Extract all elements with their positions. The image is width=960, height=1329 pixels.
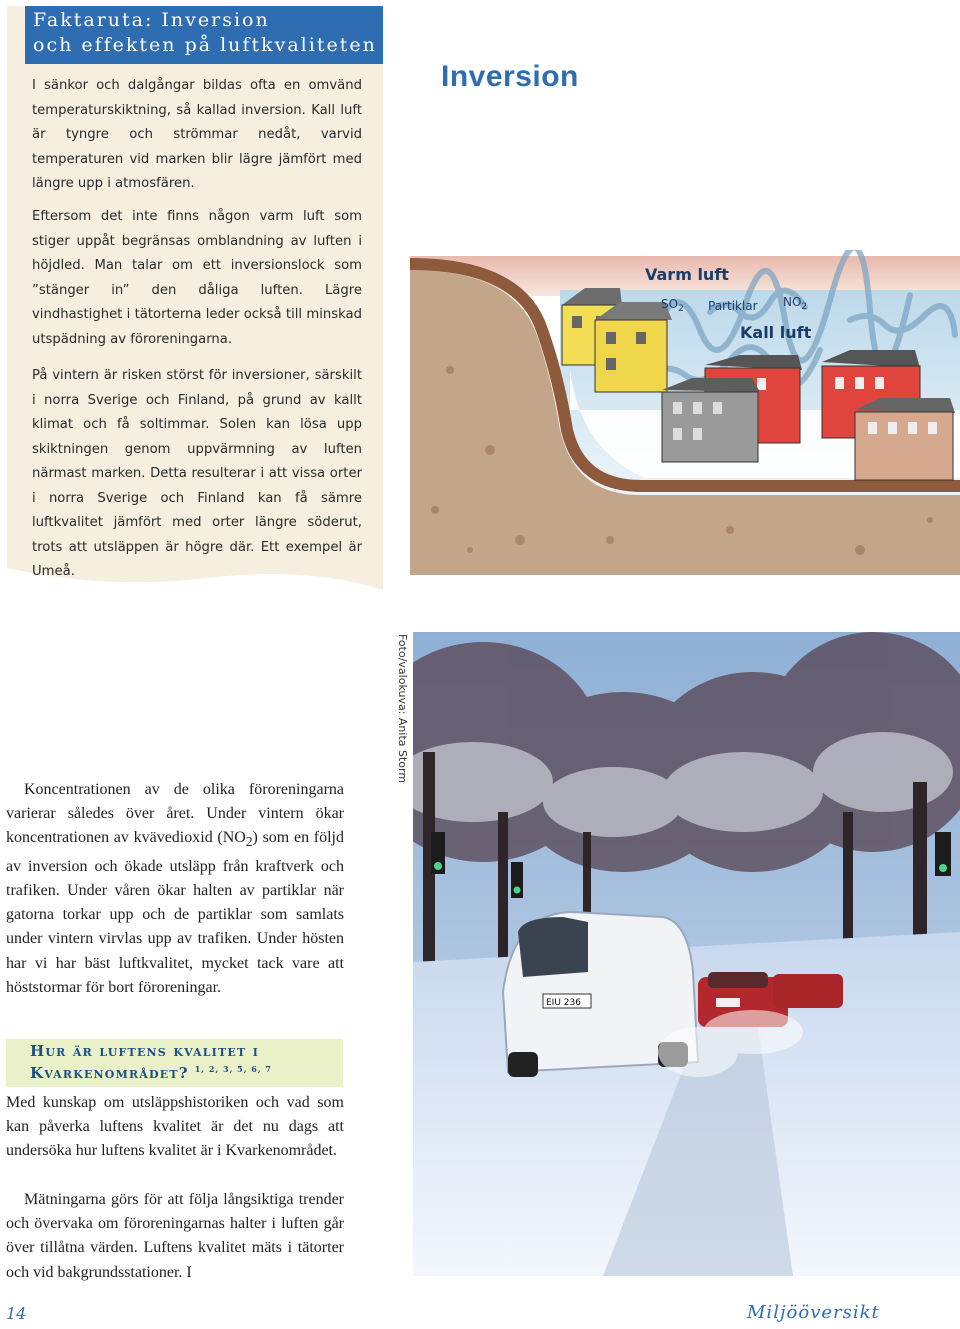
section-heading-line2-wrap (30, 1064, 272, 1082)
car-plate: EIU 236 (546, 998, 581, 1008)
so2-text: SO (661, 297, 679, 311)
photo-credit: Foto/valokuva: Anita Storm (396, 634, 409, 784)
no2-text: NO (783, 295, 802, 309)
page-number: 14 (6, 1304, 27, 1323)
fact-box-title-line2: och effekten på luftkvaliteten (33, 34, 377, 56)
beige-house (855, 398, 955, 480)
section-heading-line2: Kvarkenområdet? (30, 1064, 189, 1082)
section-heading-references: 1, 2, 3, 5, 6, 7 (194, 1064, 272, 1074)
winter-street-photo (413, 632, 960, 1276)
fact-box (7, 6, 383, 590)
body-paragraph-1-subscript: 2 (245, 834, 253, 850)
section-heading-line1: Hur är luftens kvalitet i (30, 1042, 260, 1060)
footer-brand: Miljööversikt (747, 1302, 880, 1323)
so2-subscript: 2 (678, 304, 684, 314)
no2-subscript: 2 (801, 302, 808, 312)
particles-label: Partiklar (708, 299, 758, 313)
fact-box-paragraph-3: På vintern är risken störst för inversioner, särskilt i norra Sverige och Finland, på grund av kallt klimat och få soltimmar. Solen kan lösa upp skiktningen genom uppvärmning av luften närmast marken. Detta resulterar i att vissa orter i norra Sverige och Finland kan få sämre luftkvalitet jämfört med orter längre söderut, trots att utsläppen är högre där. Ett exempel är Umeå. (32, 368, 362, 579)
fact-box-title-bar (25, 6, 383, 64)
fact-box-paragraph-1: I sänkor och dalgångar bildas ofta en omvänd temperaturskiktning, så kallad inversion. Kall luft är tyngre och strömmar nedåt, varvid temperaturen vid marken blir lägre jämfört med längre upp i atmosfären. (32, 78, 362, 191)
body-paragraph-1-part1: Koncentrationen av de olika föroreningarna varierar således över året. Under vintern ökar koncentrationen av kvävedioxid (NO (6, 781, 344, 847)
diagram-title: Inversion (441, 60, 579, 93)
red-car-2 (773, 974, 843, 1008)
fact-box-paragraph-2: Eftersom det inte finns någon varm luft som stiger uppåt begränsas omblandning av luften i höjdled. Man talar om ett inversionslock som ”stänger in” den dåliga luften. Lägre vindhastighet i tätorterna leder också till minskad utspädning av föroreningarna. (32, 209, 362, 347)
section-heading (6, 1039, 343, 1087)
cold-air-label: Kall luft (740, 323, 812, 342)
fact-box-title-line1: Faktaruta: Inversion (33, 9, 270, 31)
inversion-diagram (410, 250, 960, 575)
yellow-house-2 (595, 302, 672, 392)
warm-air-label: Varm luft (645, 265, 729, 284)
body-paragraph-1 (6, 778, 344, 1000)
body-paragraph-1-part2: ) som en följd av inversion och ökade utsläpp från kraftverk och trafiken. Under våren ökar halten av partiklar när gatorna torkar upp och de partiklar som samlats under vintern virvlas upp av trafiken. Under hösten har vi har bäst luftkvalitet, mycket tack vare att höststormar för bort föroreningar. (6, 829, 345, 996)
body-paragraph-3: Mätningarna görs för att följa långsiktiga trender och övervaka om föroreningarnas halter i luften går över tillåtna värden. Luftens kvalitet mäts i tätorter och vid bakgrundsstationer. I (6, 1191, 344, 1281)
body-paragraph-2: Med kunskap om utsläppshistoriken och vad som kan påverka luftens kvalitet är det nu dags att undersöka hur luftens kvalitet är i Kvarkenområdet. (6, 1094, 344, 1160)
